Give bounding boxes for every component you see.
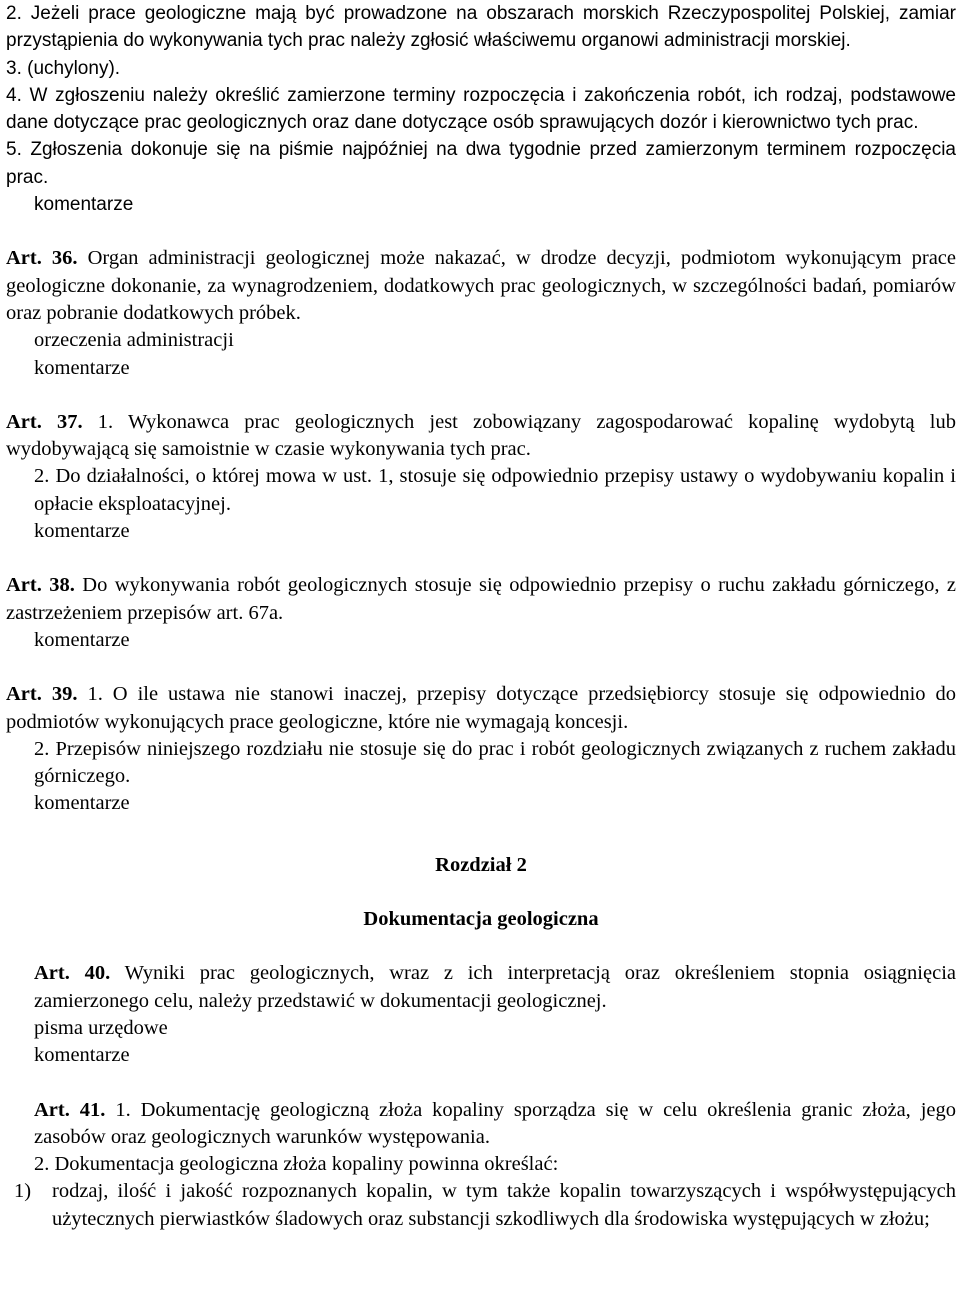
- comments-link[interactable]: komentarze: [34, 792, 130, 815]
- article-text: Do wykonywania robót geologicznych stosuje się odpowiednio przepisy o ruchu zakładu górniczego, z zastrzeżeniem przepisów art. 67a.: [6, 574, 956, 624]
- article-39-paragraph-2: 2. Przepisów niniejszego rozdziału nie stosuje się do prac i robót geologicznych związanych z ruchem zakładu górniczego.: [34, 737, 956, 788]
- comments-link[interactable]: komentarze: [34, 356, 130, 379]
- chapter-number: Rozdział 2: [435, 853, 527, 876]
- comments-link[interactable]: komentarze: [34, 1044, 130, 1067]
- paragraph-5: 5. Zgłoszenia dokonuje się na piśmie najpóźniej na dwa tygodnie przed zamierzonym terminem rozpoczęcia prac.: [6, 139, 956, 188]
- article-text: Organ administracji geologicznej może nakazać, w drodze decyzji, podmiotom wykonującym prace geologiczne dokonanie, za wynagrodzeniem, dodatkowych prac geologicznych, w szczególności badań, pomiarów oraz pobranie dodatkowych próbek.: [6, 247, 957, 324]
- article-41-paragraph-2: 2. Dokumentacja geologiczna złoża kopaliny powinna określać:: [34, 1153, 559, 1176]
- article-41: [6, 1097, 956, 1152]
- article-text: 1. O ile ustawa nie stanowi inaczej, przepisy dotyczące przedsiębiorcy stosuje się odpowiednio do podmiotów wykonujących prace geologiczne, które nie wymagają koncesji.: [6, 683, 956, 733]
- spacer: [6, 382, 956, 409]
- paragraph-3: 3. (uchylony).: [6, 57, 121, 79]
- article-37-paragraph-2: 2. Do działalności, o której mowa w ust. 1, stosuje się odpowiednio przepisy ustawy o wydobywaniu kopalin i opłacie eksploatacyjnej.: [34, 465, 956, 515]
- list-item: [6, 1178, 956, 1233]
- documents-link[interactable]: pisma urzędowe: [34, 1016, 168, 1039]
- paragraph-2: 2. Jeżeli prace geologiczne mają być prowadzone na obszarach morskich Rzeczypospolitej Polskiej, zamiar przystąpienia do wykonywania tych prac należy zgłosić właściwemu organowi administracji morskiej.: [6, 3, 956, 52]
- article-label: Art. 41.: [34, 1098, 106, 1121]
- chapter-title: Dokumentacja geologiczna: [363, 908, 599, 931]
- list-item-text: rodzaj, ilość i jakość rozpoznanych kopalin, w tym także kopalin towarzyszących i współwystępujących użytecznych pierwiastków śladowych oraz substancji szkodliwych dla środowiska występujących w złożu;: [52, 1180, 956, 1230]
- article-text: 1. Dokumentację geologiczną złoża kopaliny sporządza się w celu określenia granic złoża, jego zasobów oraz geologicznych warunków występowania.: [34, 1098, 956, 1148]
- article-label: Art. 37.: [6, 410, 83, 433]
- paragraph-4: 4. W zgłoszeniu należy określić zamierzone terminy rozpoczęcia i zakończenia robót, ich rodzaj, podstawowe dane dotyczące prac geologicznych oraz dane dotyczące osób sprawujących dozór i kierownictwo tych prac.: [6, 84, 956, 134]
- comments-link[interactable]: komentarze: [34, 520, 130, 543]
- document-page: [6, 0, 956, 1233]
- rulings-link[interactable]: orzeczenia administracji: [34, 329, 234, 352]
- article-label: Art. 38.: [6, 574, 75, 597]
- article-text: Wyniki prac geologicznych, wraz z ich interpretacją oraz określeniem stopnia osiągnięcia zamierzonego celu, należy przedstawić w dokumentacji geologicznej.: [34, 962, 956, 1012]
- article-label: Art. 39.: [6, 683, 78, 706]
- article-38: [6, 572, 956, 627]
- spacer: [6, 879, 956, 906]
- list-item-number: 1): [14, 1180, 32, 1203]
- spacer: [6, 218, 956, 245]
- article-37: [6, 409, 956, 464]
- spacer: [6, 545, 956, 572]
- spacer: [6, 654, 956, 681]
- article-label: Art. 40.: [34, 962, 111, 985]
- spacer: [6, 1070, 956, 1097]
- article-40: [6, 960, 956, 1015]
- article-39: [6, 681, 956, 736]
- comments-link[interactable]: komentarze: [34, 194, 134, 216]
- article-label: Art. 36.: [6, 247, 78, 270]
- article-36: [6, 245, 956, 327]
- comments-link[interactable]: komentarze: [34, 628, 130, 651]
- spacer: [6, 933, 956, 960]
- spacer: [6, 818, 956, 852]
- article-text: 1. Wykonawca prac geologicznych jest zobowiązany zagospodarować kopalinę wydobytą lub wydobywającą się samoistnie w czasie wykonywania tych prac.: [6, 410, 957, 461]
